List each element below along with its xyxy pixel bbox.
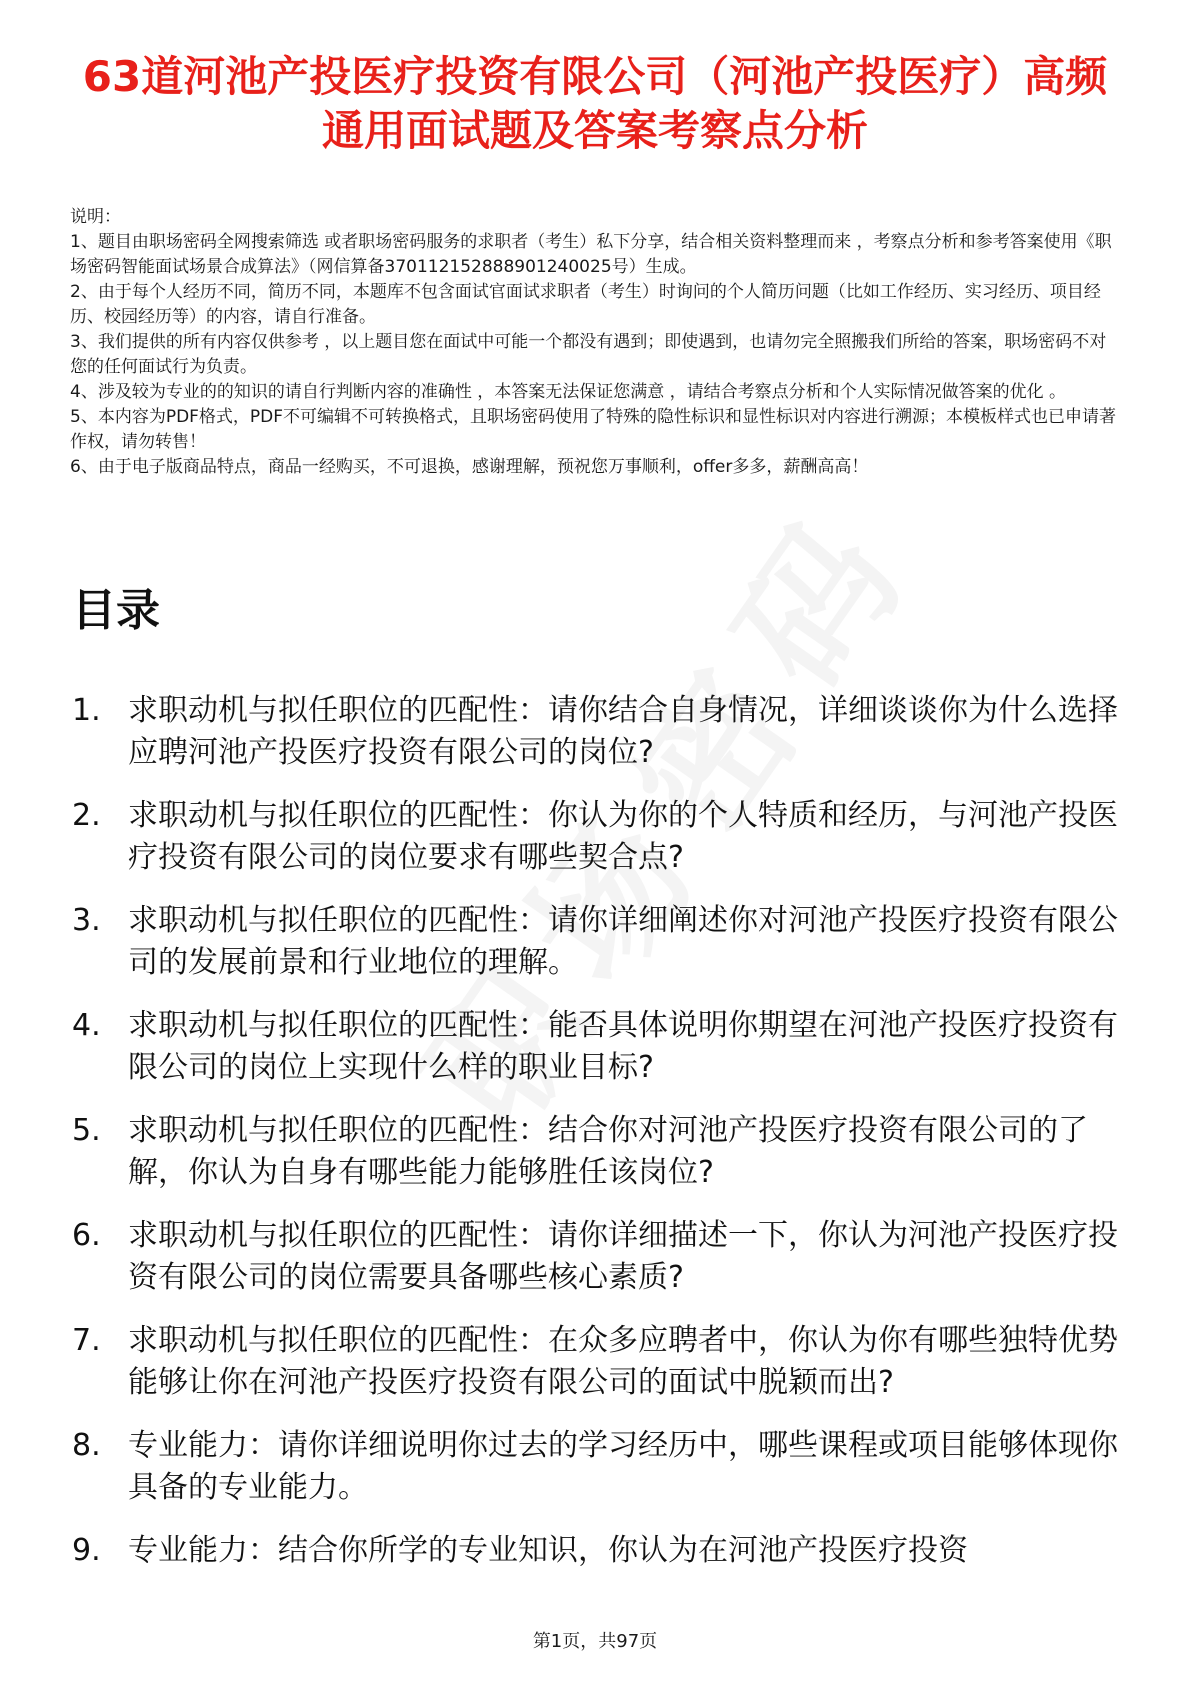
note-item: 6、由于电子版商品特点，商品一经购买，不可退换，感谢理解，预祝您万事顺利，offer多多，薪酬高高！ [70, 457, 869, 477]
toc-item-number: 1. [72, 693, 101, 728]
toc-list [72, 690, 1122, 1593]
toc-item-text: 求职动机与拟任职位的匹配性：请你结合自身情况，详细谈谈你为什么选择应聘河池产投医疗投资有限公司的岗位? [128, 693, 1118, 770]
toc-item-number: 4. [72, 1008, 101, 1043]
note-item: 2、由于每个人经历不同，简历不同，本题库不包含面试官面试求职者（考生）时询问的个人简历问题（比如工作经历、实习经历、项目经历、校园经历等）的内容，请自行准备。 [70, 282, 1101, 327]
notes-heading: 说明： [70, 207, 121, 227]
toc-item-text: 求职动机与拟任职位的匹配性：你认为你的个人特质和经历，与河池产投医疗投资有限公司的岗位要求有哪些契合点? [128, 798, 1118, 875]
document-title: 63道河池产投医疗投资有限公司（河池产投医疗）高频通用面试题及答案考察点分析 [82, 52, 1108, 155]
toc-item[interactable] [72, 690, 1122, 774]
toc-heading: 目录 [72, 585, 160, 636]
toc-item-number: 9. [72, 1533, 101, 1568]
toc-item-text: 求职动机与拟任职位的匹配性：请你详细阐述你对河池产投医疗投资有限公司的发展前景和行业地位的理解。 [128, 903, 1118, 980]
page-number: 第1页，共97页 [532, 1631, 658, 1652]
toc-item-text: 专业能力：请你详细说明你过去的学习经历中，哪些课程或项目能够体现你具备的专业能力。 [128, 1428, 1118, 1505]
toc-item-text: 求职动机与拟任职位的匹配性：能否具体说明你期望在河池产投医疗投资有限公司的岗位上实现什么样的职业目标? [128, 1008, 1118, 1085]
toc-item-text: 求职动机与拟任职位的匹配性：在众多应聘者中，你认为你有哪些独特优势能够让你在河池产投医疗投资有限公司的面试中脱颖而出? [128, 1323, 1118, 1400]
note-item: 1、题目由职场密码全网搜索筛选 或者职场密码服务的求职者（考生）私下分享，结合相关资料整理而来 ，考察点分析和参考答案使用《职场密码智能面试场景合成算法》（网信算备370112152888901240025号）生成。 [70, 232, 1112, 277]
toc-item-number: 8. [72, 1428, 101, 1463]
toc-item[interactable] [72, 1425, 1122, 1509]
toc-item-number: 6. [72, 1218, 101, 1253]
toc-item-text: 求职动机与拟任职位的匹配性：结合你对河池产投医疗投资有限公司的了解，你认为自身有哪些能力能够胜任该岗位? [128, 1113, 1088, 1190]
toc-item-number: 7. [72, 1323, 101, 1358]
toc-item[interactable] [72, 795, 1122, 879]
toc-item[interactable] [72, 1005, 1122, 1089]
toc-item-number: 3. [72, 903, 101, 938]
notes-section [70, 205, 1120, 480]
toc-item-number: 2. [72, 798, 101, 833]
note-item: 5、本内容为PDF格式，PDF不可编辑不可转换格式，且职场密码使用了特殊的隐性标识和显性标识对内容进行溯源；本模板样式也已申请著作权，请勿转售！ [70, 407, 1117, 452]
note-item: 4、涉及较为专业的的知识的请自行判断内容的准确性 ，本答案无法保证您满意 ，请结合考察点分析和个人实际情况做答案的优化 。 [70, 382, 1067, 402]
toc-item[interactable] [72, 900, 1122, 984]
note-item: 3、我们提供的所有内容仅供参考 ，以上题目您在面试中可能一个都没有遇到；即使遇到，也请勿完全照搬我们所给的答案，职场密码不对您的任何面试行为负责。 [70, 332, 1107, 377]
toc-item-text: 专业能力：结合你所学的专业知识，你认为在河池产投医疗投资 [128, 1533, 968, 1568]
toc-item[interactable] [72, 1110, 1122, 1194]
toc-item[interactable] [72, 1215, 1122, 1299]
toc-item[interactable] [72, 1530, 1122, 1572]
toc-item-text: 求职动机与拟任职位的匹配性：请你详细描述一下，你认为河池产投医疗投资有限公司的岗位需要具备哪些核心素质? [128, 1218, 1118, 1295]
toc-item[interactable] [72, 1320, 1122, 1404]
toc-item-number: 5. [72, 1113, 101, 1148]
